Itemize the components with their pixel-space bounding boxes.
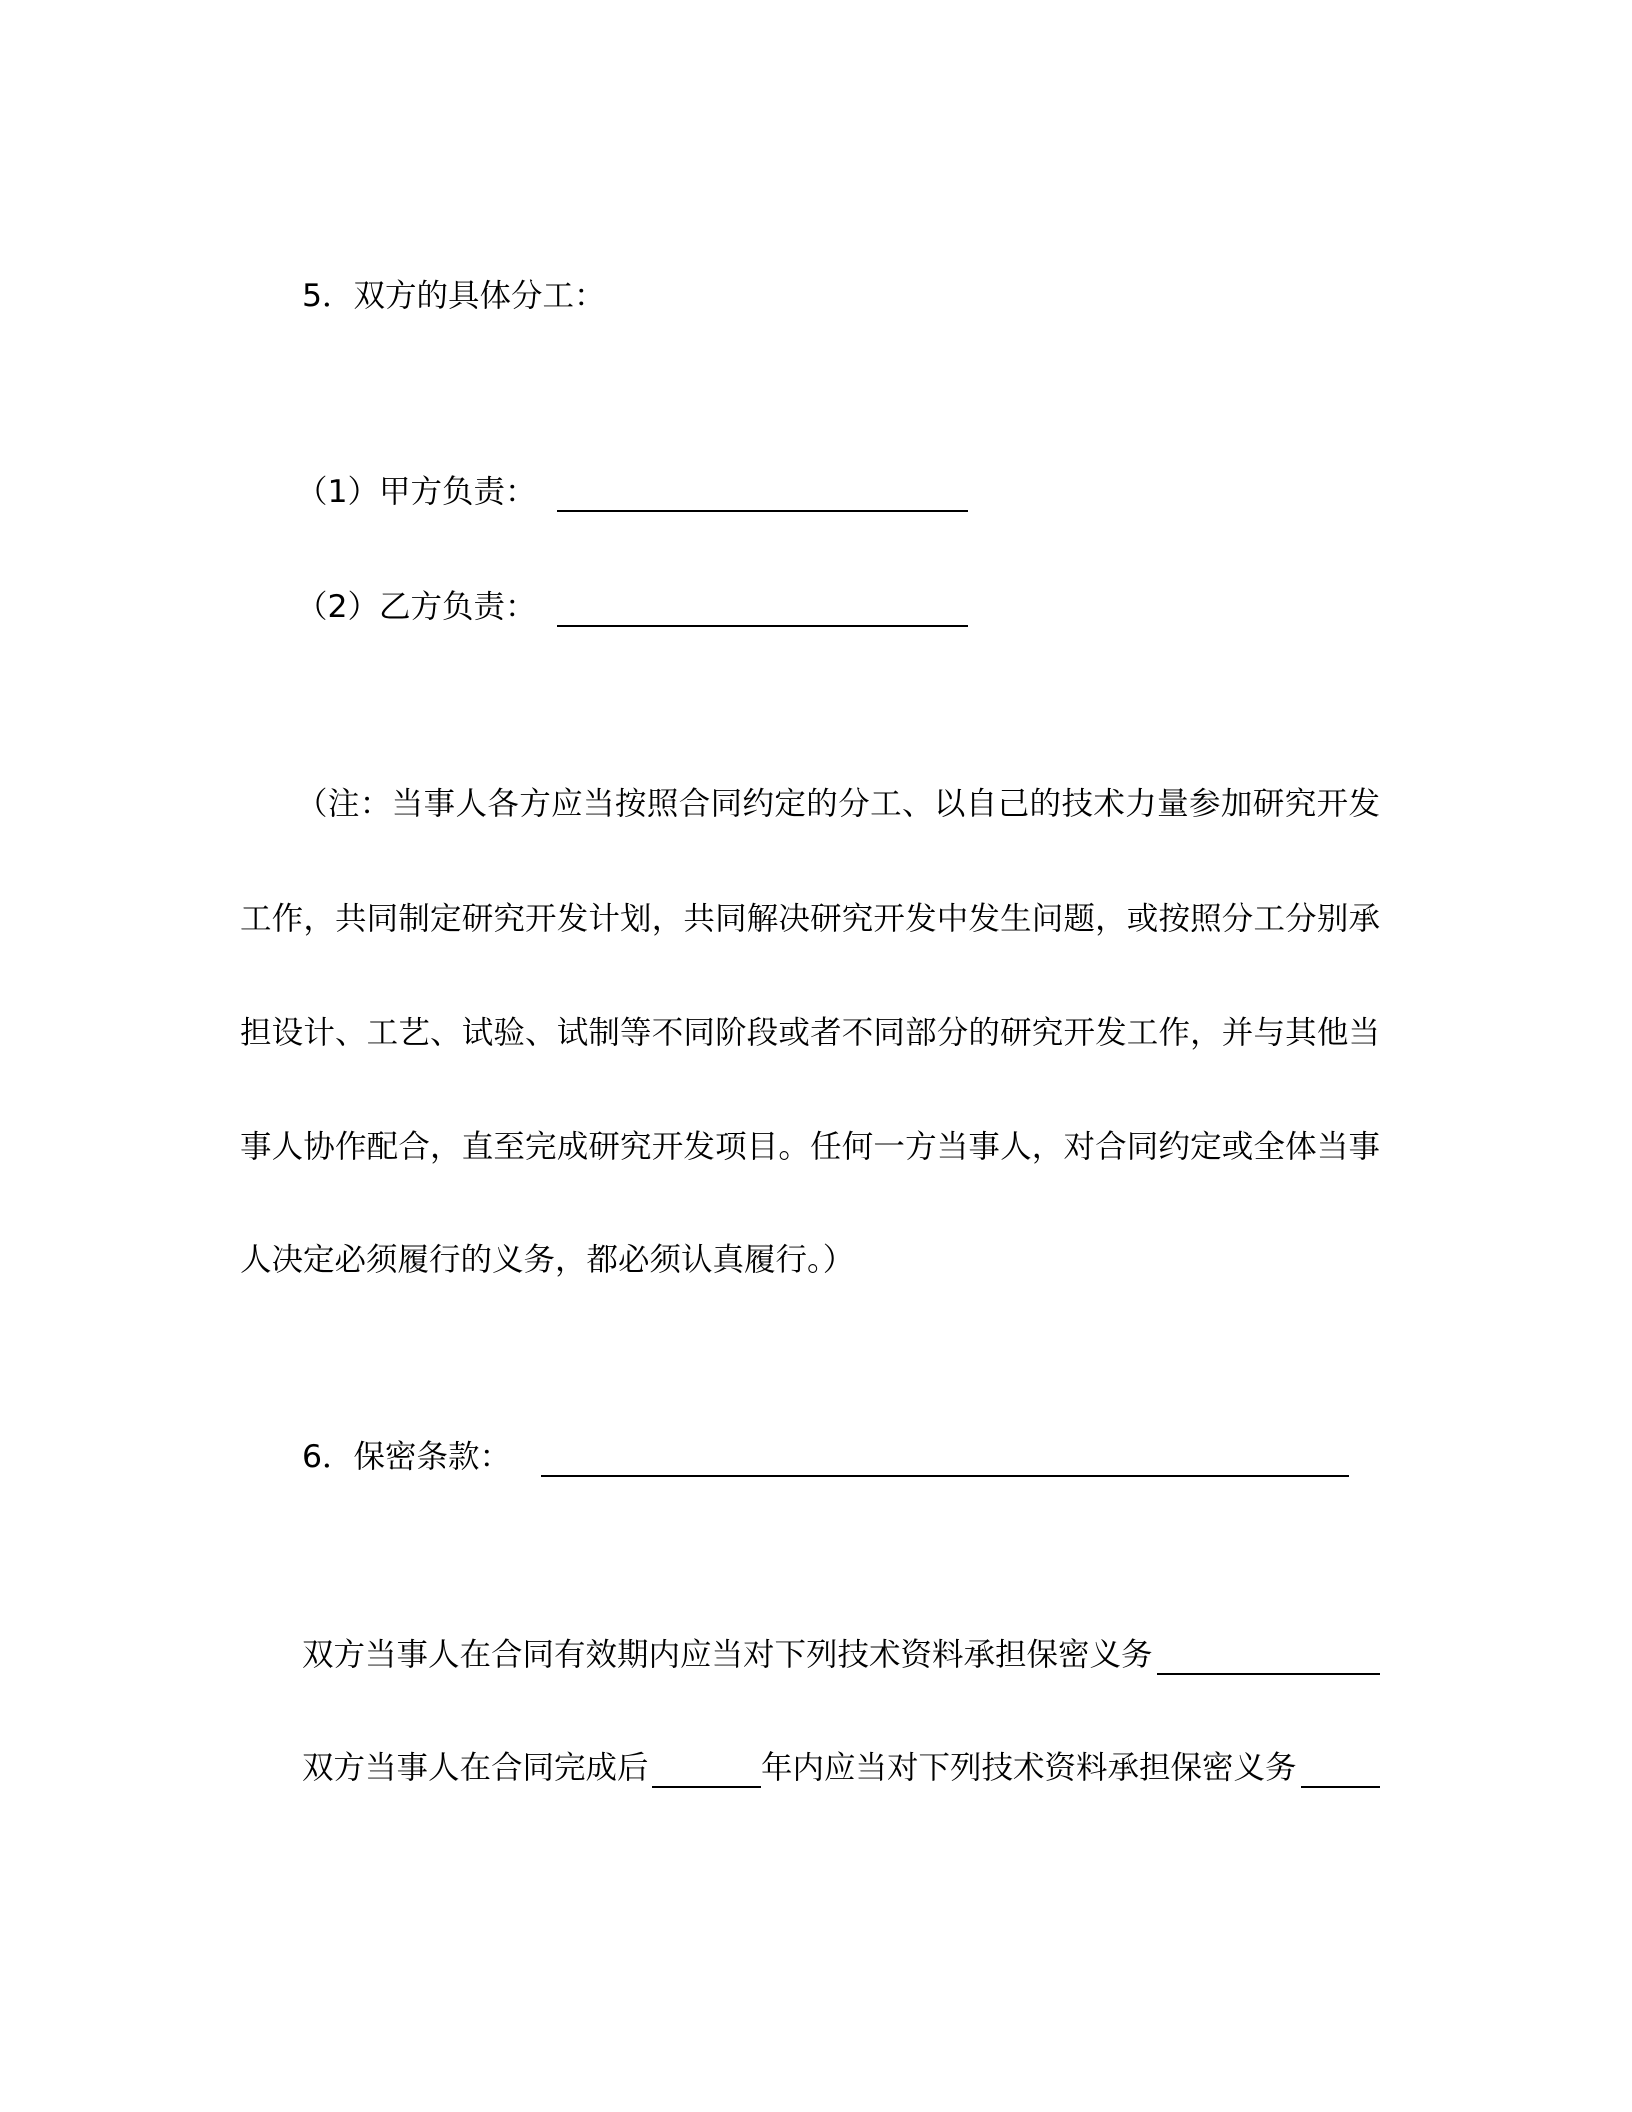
note-line: 事人协作配合，直至完成研究开发项目。任何一方当事人，对合同约定或全体当事 [240, 1129, 1380, 1165]
party-a-responsibility-blank [557, 510, 968, 512]
party-b-responsibility-label: （2）乙方负责： [296, 589, 537, 625]
confidentiality-after-completion-text-continued: 年内应当对下列技术资料承担保密义务 [761, 1750, 1297, 1786]
note-line: （注：当事人各方应当按照合同约定的分工、以自己的技术力量参加研究开发 [296, 786, 1380, 822]
confidentiality-during-term-text: 双方当事人在合同有效期内应当对下列技术资料承担保密义务 [302, 1637, 1153, 1673]
confidentiality-during-term-blank [1157, 1673, 1380, 1675]
section-5-heading: 5．双方的具体分工： [302, 278, 606, 314]
party-b-responsibility-blank [557, 625, 968, 627]
confidentiality-terms-blank [541, 1475, 1349, 1477]
party-a-responsibility-label: （1）甲方负责： [296, 474, 537, 510]
note-line: 担设计、工艺、试验、试制等不同阶段或者不同部分的研究开发工作，并与其他当 [240, 1015, 1380, 1051]
confidentiality-after-completion-blank [1301, 1786, 1380, 1788]
confidentiality-after-completion-text: 双方当事人在合同完成后 [302, 1750, 649, 1786]
section-6-heading: 6．保密条款： [302, 1439, 512, 1475]
note-line: 工作，共同制定研究开发计划，共同解决研究开发中发生问题，或按照分工分别承 [240, 901, 1380, 937]
note-line: 人决定必须履行的义务，都必须认真履行。） [240, 1242, 855, 1278]
confidentiality-years-blank [652, 1786, 761, 1788]
